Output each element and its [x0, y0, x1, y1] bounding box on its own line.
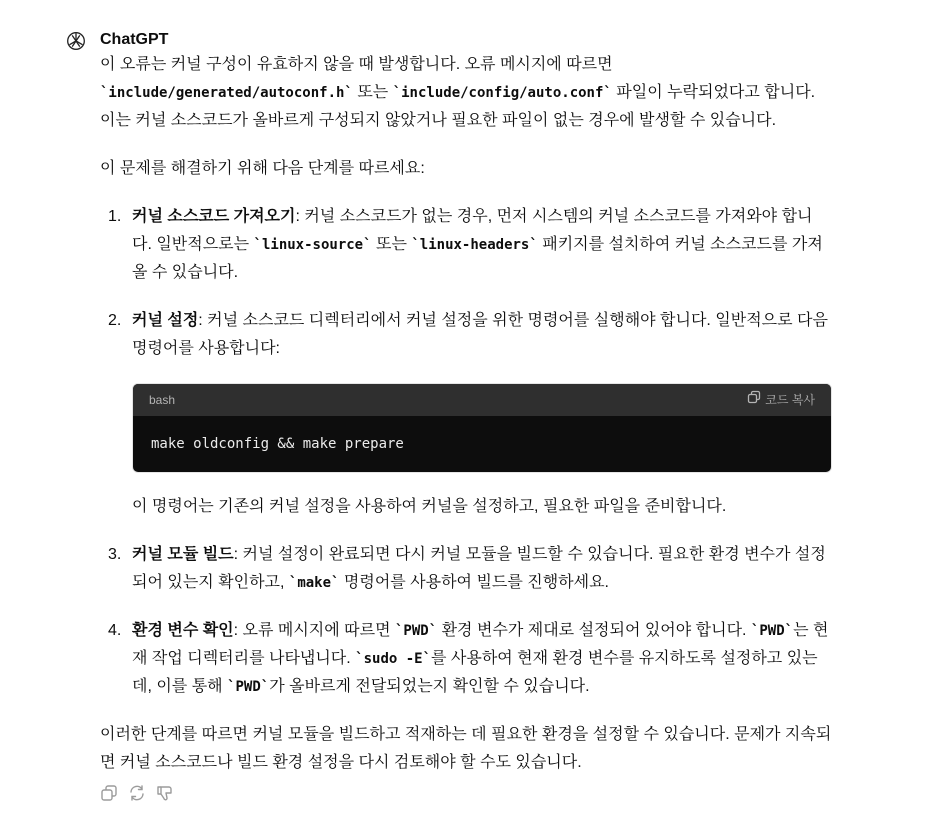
list-item-step-2: [100, 307, 832, 521]
inline-code: `include/config/auto.conf`: [392, 85, 612, 101]
list-number: 4.: [108, 622, 122, 639]
intro-text: 이 오류는 커널 구성이 유효하지 않을 때 발생합니다. 오류 메시지에 따르면: [100, 56, 613, 73]
step-text: 이 명령어는 기존의 커널 설정을 사용하여 커널을 설정하고, 필요한 파일을 준비합니다.: [132, 498, 727, 515]
list-number: 1.: [108, 208, 122, 225]
chatgpt-avatar-icon: [66, 31, 86, 51]
code-block-header: [133, 384, 831, 416]
step-text: : 커널 설정이 완료되면 다시 커널 모듈을 빌드할 수 있습니다. 필요한 환경 변수가 설정되어 있는지 확인하고,: [132, 546, 826, 591]
inline-code: `linux-headers`: [411, 237, 538, 253]
message-actions: [100, 784, 174, 802]
list-item-step-3: [100, 541, 832, 597]
inline-code: `make`: [288, 575, 340, 591]
inline-code: `include/generated/autoconf.h`: [100, 85, 353, 101]
copy-icon: [747, 386, 761, 414]
list-item-step-1: [100, 203, 832, 287]
list-number: 2.: [108, 312, 122, 329]
step-text: 또는: [371, 236, 412, 253]
inline-code: `PWD`: [394, 623, 438, 639]
step-title: 커널 모듈 빌드: [132, 546, 234, 563]
code-language-label: bash: [149, 393, 176, 407]
step-text: : 오류 메시지에 따르면: [233, 622, 395, 639]
inline-code: `linux-source`: [253, 237, 372, 253]
copy-icon[interactable]: [100, 784, 118, 802]
author-name: ChatGPT: [100, 31, 169, 48]
list-item-step-4: [100, 617, 832, 701]
assistant-message: [100, 51, 832, 777]
intro-text: 또는: [352, 84, 393, 101]
step-text: 명령어를 사용하여 빌드를 진행하세요.: [339, 574, 609, 591]
step-text: 를 사용하여 현재 환경 변수를 유지하도록 설정하고 있는데, 이를 통해: [132, 650, 818, 695]
step-text: 패키지를 설치하여 커널 소스코드를 가져올 수 있습니다.: [132, 236, 823, 281]
conclusion-paragraph: 이러한 단계를 따르면 커널 모듈을 빌드하고 적재하는 데 필요한 환경을 설정할 수 있습니다. 문제가 지속되면 커널 소스코드나 빌드 환경 설정을 다시 검토해야 할 수도 있습니다.: [100, 726, 832, 771]
thumbs-down-icon[interactable]: [156, 784, 174, 802]
regenerate-icon[interactable]: [128, 784, 146, 802]
inline-code: `PWD`: [750, 623, 794, 639]
step-text: 는 현재 작업 디렉터리를 나타냅니다.: [132, 622, 829, 667]
step-text: : 커널 소스코드가 없는 경우, 먼저 시스템의 커널 소스코드를 가져와야 합니다. 일반적으로는: [132, 208, 813, 253]
copy-code-button[interactable]: [747, 386, 815, 414]
code-content[interactable]: make oldconfig && make prepare: [151, 436, 404, 452]
step-text: 가 올바르게 전달되었는지 확인할 수 있습니다.: [269, 678, 590, 695]
step-title: 환경 변수 확인: [132, 622, 234, 639]
steps-intro: 이 문제를 해결하기 위해 다음 단계를 따르세요:: [100, 160, 425, 177]
step-text: : 커널 소스코드 디렉터리에서 커널 설정을 위한 명령어를 실행해야 합니다. 일반적으로 다음 명령어를 사용합니다:: [132, 312, 828, 357]
step-title: 커널 설정: [132, 312, 199, 329]
list-number: 3.: [108, 546, 122, 563]
inline-code: `sudo -E`: [355, 651, 432, 667]
copy-code-label: 코드 복사: [765, 393, 815, 407]
steps-list: [100, 203, 832, 701]
code-block: [132, 383, 832, 473]
intro-paragraph: [100, 51, 832, 135]
intro-text: 파일이 누락되었다고 합니다. 이는 커널 소스코드가 올바르게 구성되지 않았거나 필요한 파일이 없는 경우에 발생할 수 있습니다.: [100, 84, 816, 129]
inline-code: `PWD`: [227, 679, 270, 695]
step-title: 커널 소스코드 가져오기: [132, 208, 296, 225]
step-text: 환경 변수가 제대로 설정되어 있어야 합니다.: [437, 622, 751, 639]
